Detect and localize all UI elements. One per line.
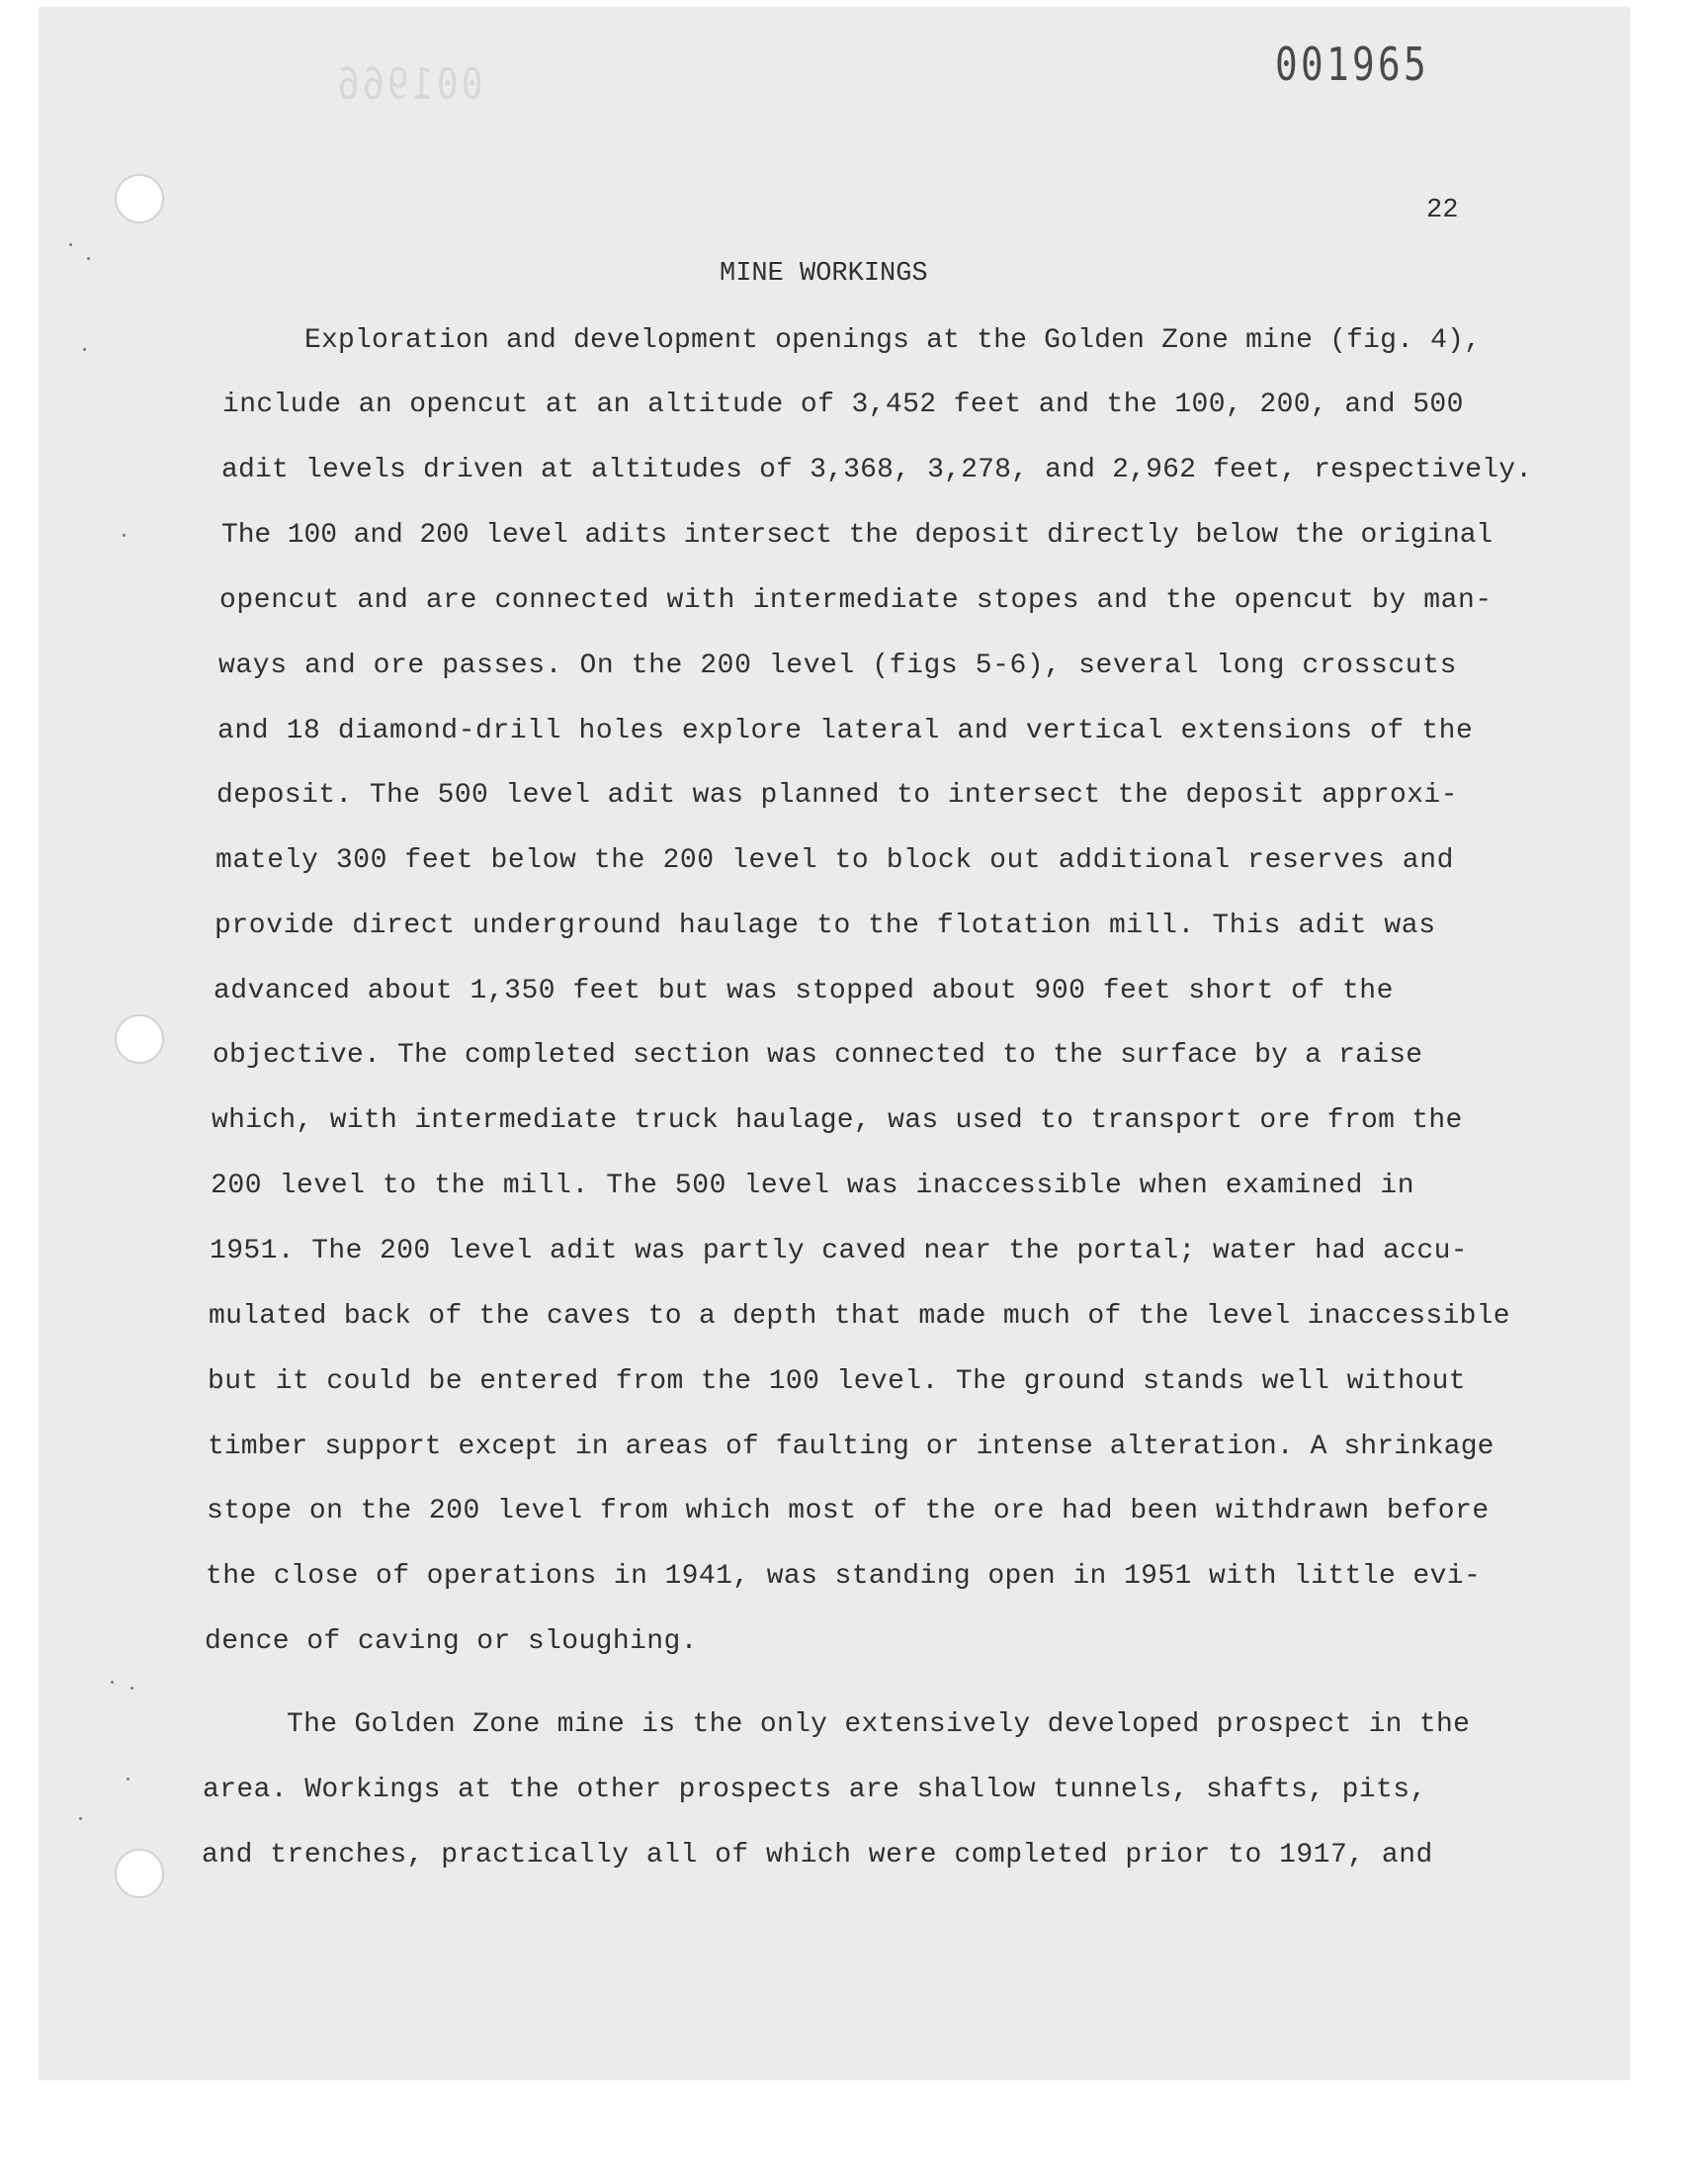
scan-speck — [127, 1778, 129, 1781]
body-line: timber support except in areas of faulting or intense alteration. A shrinkage — [208, 1432, 1494, 1462]
body-line: and trenches, practically all of which were completed prior to 1917, and — [202, 1840, 1433, 1870]
punch-hole-top — [115, 174, 164, 223]
body-line: stope on the 200 level from which most of the ore had been withdrawn before — [207, 1496, 1490, 1526]
body-line: The 100 and 200 level adits intersect the deposit directly below the original — [221, 520, 1494, 551]
scan-speck — [111, 1681, 114, 1684]
body-line: ways and ore passes. On the 200 level (figs 5-6), several long crosscuts — [218, 651, 1457, 681]
scan-speck — [87, 257, 90, 260]
body-line: 1951. The 200 level adit was partly caved near the portal; water had accu- — [210, 1236, 1469, 1266]
punch-hole-middle — [115, 1014, 164, 1064]
scan-speck — [69, 243, 72, 246]
body-line: the close of operations in 1941, was standing open in 1951 with little evi- — [206, 1561, 1482, 1592]
scan-speck — [79, 1817, 82, 1820]
body-line: The Golden Zone mine is the only extensively developed prospect in the — [287, 1709, 1471, 1740]
body-line: advanced about 1,350 feet but was stopped about 900 feet short of the — [214, 976, 1394, 1006]
body-line: dence of caving or sloughing. — [205, 1626, 698, 1657]
body-line: area. Workings at the other prospects are shallow tunnels, shafts, pits, — [203, 1775, 1427, 1805]
body-line: deposit. The 500 level adit was planned to intersect the deposit approxi- — [216, 780, 1458, 811]
body-line: and 18 diamond-drill holes explore lateral and vertical extensions of the — [217, 716, 1474, 746]
body-line: include an opencut at an altitude of 3,452 feet and the 100, 200, and 500 — [222, 390, 1464, 420]
bleed-through-number: 001966 — [334, 59, 483, 110]
section-heading: MINE WORKINGS — [720, 259, 928, 289]
body-line: opencut and are connected with intermediate stopes and the opencut by man- — [219, 585, 1493, 616]
body-line: mately 300 feet below the 200 level to block out additional reserves and — [215, 845, 1454, 876]
body-line: provide direct underground haulage to the flotation mill. This adit was — [214, 911, 1436, 941]
page-number: 22 — [1426, 196, 1459, 225]
scan-speck — [83, 348, 86, 351]
body-line: adit levels driven at altitudes of 3,368, 3,278, and 2,962 feet, respectively. — [221, 455, 1533, 485]
scan-speck — [130, 1687, 133, 1690]
body-line: Exploration and development openings at the Golden Zone mine (fig. 4), — [304, 325, 1482, 356]
scan-speck — [123, 534, 126, 537]
body-line: 200 level to the mill. The 500 level was inaccessible when examined in — [211, 1171, 1415, 1201]
body-line: mulated back of the caves to a depth that made much of the level inaccessible — [209, 1301, 1510, 1332]
body-line: but it could be entered from the 100 level. The ground stands well without — [208, 1366, 1467, 1397]
body-line: which, with intermediate truck haulage, was used to transport ore from the — [212, 1105, 1463, 1136]
body-line: objective. The completed section was connected to the surface by a raise — [213, 1040, 1423, 1071]
document-number: 001965 — [1275, 38, 1429, 91]
punch-hole-bottom — [115, 1849, 164, 1898]
